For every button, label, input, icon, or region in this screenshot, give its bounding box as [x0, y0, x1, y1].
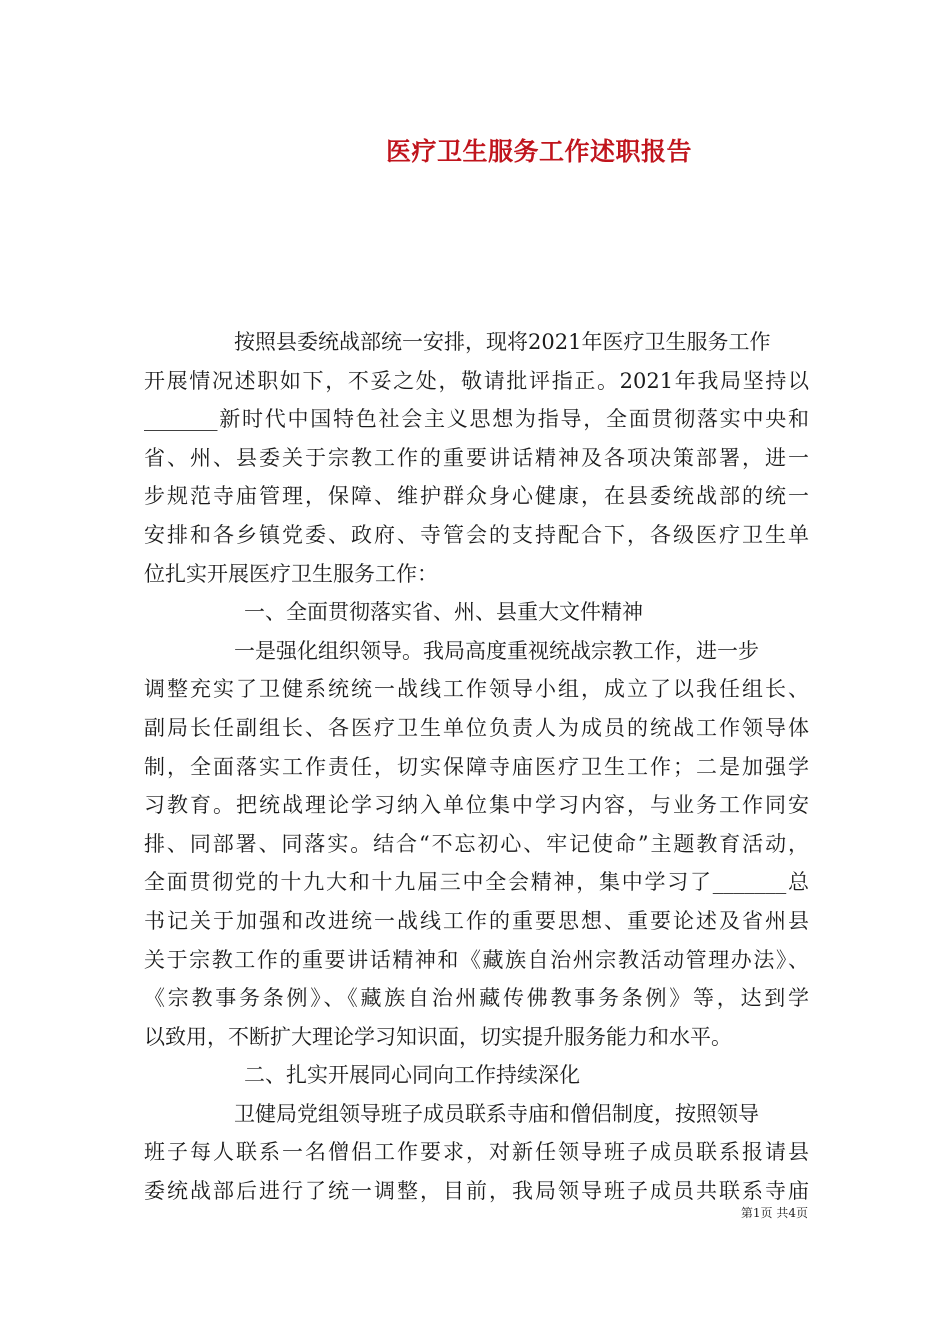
paragraph-line: 步规范寺庙管理，保障、维护群众身心健康，在县委统战部的统一 — [144, 484, 809, 509]
paragraph-line: 位扎实开展医疗卫生服务工作： — [144, 561, 438, 586]
paragraph-line: 安排和各乡镇党委、政府、寺管会的支持配合下，各级医疗卫生单 — [144, 522, 809, 547]
document-body — [144, 323, 809, 1211]
paragraph-line: 《宗教事务条例》、《藏族自治州藏传佛教事务条例》等，达到学 — [144, 986, 809, 1011]
paragraph-line: _______新时代中国特色社会主义思想为指导，全面贯彻落实中央和 — [144, 407, 809, 432]
paragraph-line: 调整充实了卫健系统统一战线工作领导小组，成立了以我任组长、 — [144, 677, 809, 702]
paragraph-line: 习教育。把统战理论学习纳入单位集中学习内容，与业务工作同安 — [144, 793, 809, 818]
paragraph-line: 按照县委统战部统一安排，现将2021年医疗卫生服务工作 — [234, 330, 771, 354]
paragraph-line: 书记关于加强和改进统一战线工作的重要思想、重要论述及省州县 — [144, 908, 809, 933]
paragraph-line: 一是强化组织领导。我局高度重视统战宗教工作，进一步 — [234, 638, 759, 663]
paragraph-line: 关于宗教工作的重要讲话精神和《藏族自治州宗教活动管理办法》、 — [144, 947, 809, 972]
section-heading: 一、全面贯彻落实省、州、县重大文件精神 — [244, 600, 643, 625]
paragraph-line: 以致用，不断扩大理论学习知识面，切实提升服务能力和水平。 — [144, 1024, 732, 1049]
paragraph-line: 省、州、县委关于宗教工作的重要讲话精神及各项决策部署，进一 — [144, 445, 809, 470]
paragraph-line: 委统战部后进行了统一调整，目前，我局领导班子成员共联系寺庙 — [144, 1179, 809, 1204]
page-number: 第1页 共4页 — [740, 1206, 808, 1220]
paragraph-line: 副局长任副组长、各医疗卫生单位负责人为成员的统战工作领导体 — [144, 715, 809, 740]
document-title: 医疗卫生服务工作述职报告 — [385, 137, 692, 166]
paragraph-line: 制，全面落实工作责任，切实保障寺庙医疗卫生工作；二是加强学 — [144, 754, 809, 779]
paragraph-line: 排、同部署、同落实。结合“不忘初心、牢记使命”主题教育活动， — [144, 831, 809, 856]
paragraph-line: 全面贯彻党的十九大和十九届三中全会精神，集中学习了_______总 — [144, 870, 809, 895]
paragraph-line: 卫健局党组领导班子成员联系寺庙和僧侣制度，按照领导 — [234, 1101, 759, 1126]
paragraph-line: 开展情况述职如下，不妥之处，敬请批评指正。2021年我局坚持以 — [144, 368, 809, 393]
section-heading: 二、扎实开展同心同向工作持续深化 — [244, 1063, 580, 1088]
paragraph-line: 班子每人联系一名僧侣工作要求，对新任领导班子成员联系报请县 — [144, 1140, 809, 1165]
